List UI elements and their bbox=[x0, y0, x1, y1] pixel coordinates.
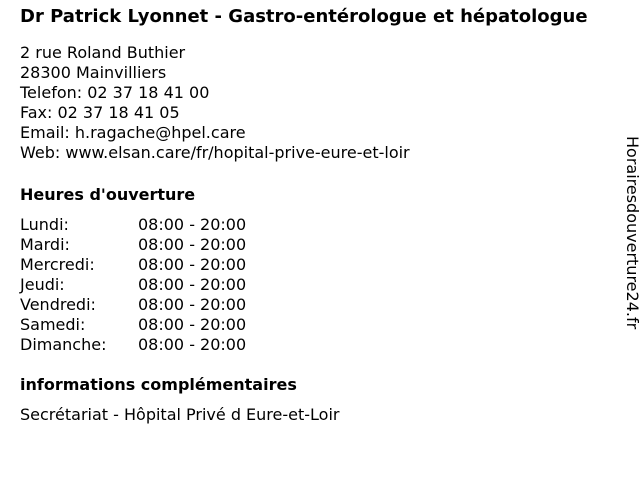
hours-time: 08:00 - 20:00 bbox=[138, 315, 247, 334]
hours-day: Lundi: bbox=[20, 215, 69, 234]
hours-time: 08:00 - 20:00 bbox=[138, 255, 247, 274]
email-address: Email: h.ragache@hpel.care bbox=[20, 123, 246, 142]
fax-number: Fax: 02 37 18 41 05 bbox=[20, 103, 180, 122]
hours-row-sunday bbox=[20, 335, 620, 355]
hours-day: Samedi: bbox=[20, 315, 86, 334]
hours-row-friday bbox=[20, 295, 620, 315]
hours-time: 08:00 - 20:00 bbox=[138, 275, 247, 294]
page-title: Dr Patrick Lyonnet - Gastro-entérologue et hépatologue bbox=[20, 6, 588, 27]
address-block bbox=[20, 43, 620, 163]
hours-row-tuesday bbox=[20, 235, 620, 255]
hours-time: 08:00 - 20:00 bbox=[138, 335, 247, 354]
city-postcode: 28300 Mainvilliers bbox=[20, 63, 167, 82]
hours-row-saturday bbox=[20, 315, 620, 335]
hours-day: Dimanche: bbox=[20, 335, 107, 354]
hours-day: Vendredi: bbox=[20, 295, 96, 314]
hours-row-thursday bbox=[20, 275, 620, 295]
website: Web: www.elsan.care/fr/hopital-prive-eure-et-loir bbox=[20, 143, 410, 162]
hours-day: Mercredi: bbox=[20, 255, 95, 274]
site-watermark: Horairesdouverture24.fr bbox=[623, 136, 642, 330]
street-address: 2 rue Roland Buthier bbox=[20, 43, 186, 62]
info-text: Secrétariat - Hôpital Privé d Eure-et-Loir bbox=[20, 405, 340, 424]
hours-row-wednesday bbox=[20, 255, 620, 275]
hours-time: 08:00 - 20:00 bbox=[138, 215, 247, 234]
info-heading: informations complémentaires bbox=[20, 375, 297, 394]
hours-time: 08:00 - 20:00 bbox=[138, 235, 247, 254]
opening-hours-table bbox=[20, 215, 620, 355]
phone-number: Telefon: 02 37 18 41 00 bbox=[20, 83, 210, 102]
hours-row-monday bbox=[20, 215, 620, 235]
business-listing bbox=[20, 7, 620, 425]
hours-day: Mardi: bbox=[20, 235, 70, 254]
opening-hours-heading: Heures d'ouverture bbox=[20, 185, 196, 204]
hours-day: Jeudi: bbox=[20, 275, 65, 294]
hours-time: 08:00 - 20:00 bbox=[138, 295, 247, 314]
